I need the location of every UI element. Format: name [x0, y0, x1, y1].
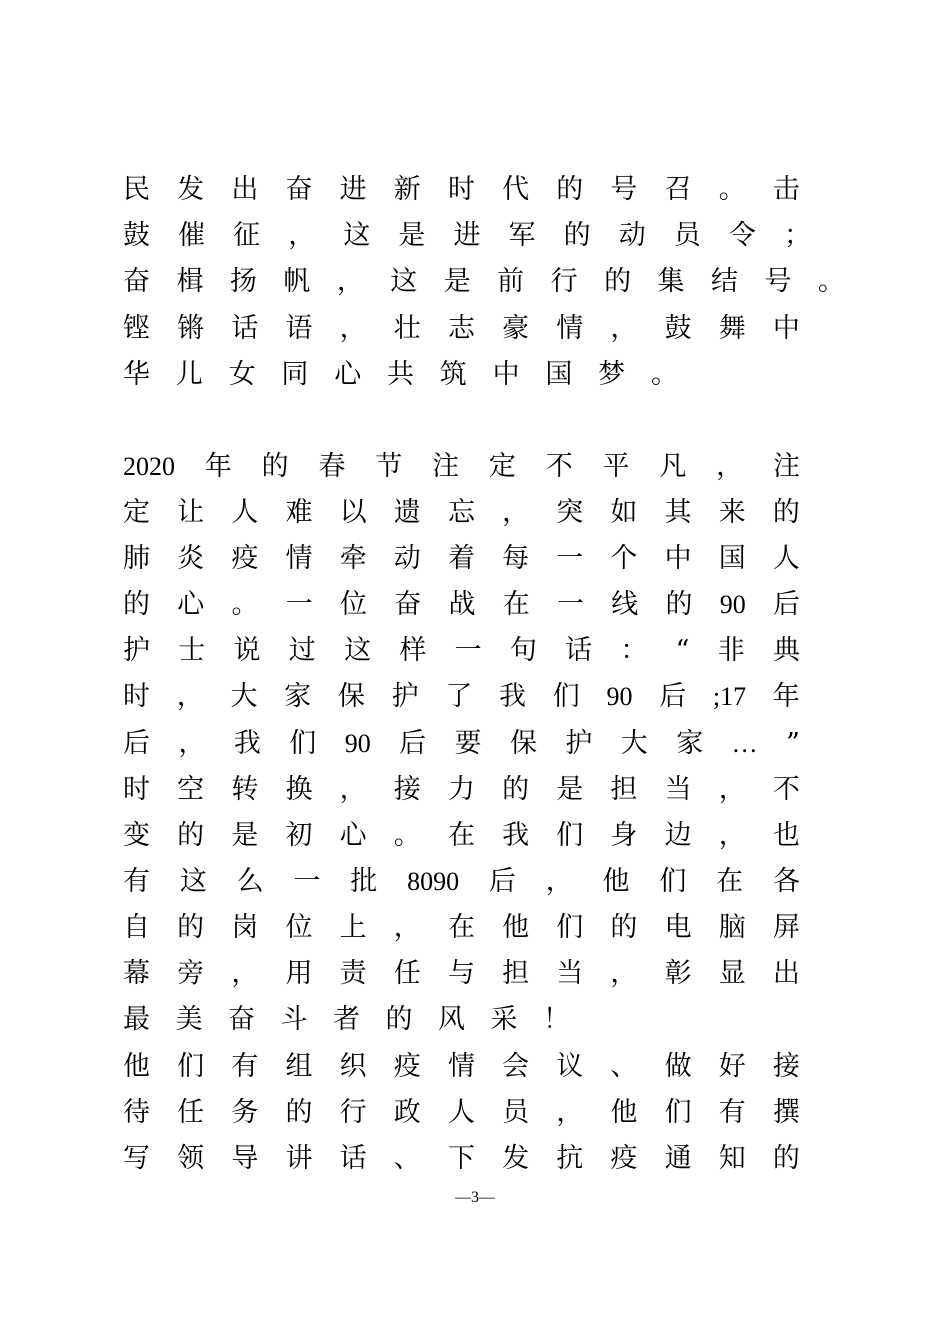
text-char: 进	[339, 174, 367, 205]
text-char: 奋	[394, 589, 422, 620]
text-char: ，	[556, 1097, 584, 1128]
text-char: 屏	[772, 912, 800, 943]
text-char: 注	[432, 451, 460, 482]
text-char: 后	[488, 866, 516, 897]
text-char: 转	[231, 774, 259, 805]
text-char: 要	[454, 728, 482, 759]
text-char: 接	[772, 1051, 800, 1082]
text-char: 下	[447, 1143, 475, 1174]
text-char: 定	[123, 497, 150, 528]
text-char: 共	[386, 359, 414, 390]
text-char: 这	[179, 866, 207, 897]
text-char: 领	[177, 1143, 205, 1174]
paragraph-2-line	[123, 493, 800, 533]
paragraph-2-line	[123, 816, 800, 856]
text-char: 、	[393, 1143, 421, 1174]
text-char: 的	[772, 1143, 800, 1174]
text-char: 锵	[177, 313, 205, 344]
text-char: 的	[177, 820, 205, 851]
text-char: 的	[285, 1097, 313, 1128]
text-char: 情	[556, 313, 584, 344]
text-char: 鼓	[664, 313, 692, 344]
text-char: 用	[285, 958, 313, 989]
text-char: 、	[610, 1051, 638, 1082]
paragraph-1-line	[123, 355, 678, 395]
text-char: 梦	[598, 359, 626, 390]
text-char: 一	[285, 589, 313, 620]
text-char: 了	[445, 681, 473, 712]
text-char: 们	[552, 681, 580, 712]
text-char: 心	[334, 359, 362, 390]
text-char: 们	[177, 1051, 205, 1082]
text-char: 催	[178, 220, 206, 251]
text-char: ，	[178, 728, 206, 759]
text-char: 豪	[502, 313, 530, 344]
text-char: 情	[285, 543, 313, 574]
text-char: 过	[288, 635, 316, 666]
text-char: 斗	[280, 1004, 308, 1035]
text-char: 召	[664, 174, 692, 205]
text-char: 扬	[229, 266, 257, 297]
text-char: 是	[443, 266, 471, 297]
text-char: ，	[610, 313, 638, 344]
text-char: 说	[233, 635, 261, 666]
text-char: 一	[556, 543, 584, 574]
text-char: 每	[502, 543, 530, 574]
paragraph-2-line	[123, 539, 800, 579]
text-char: 们	[556, 912, 584, 943]
text-char: 来	[718, 497, 746, 528]
paragraph-1-line	[123, 216, 811, 256]
paragraph-2-line	[123, 1047, 800, 1087]
text-char: 其	[664, 497, 692, 528]
text-char: 接	[393, 774, 421, 805]
paragraph-2-line	[123, 1093, 800, 1133]
text-char: 政	[393, 1097, 421, 1128]
text-char: 议	[556, 1051, 584, 1082]
text-char: 的	[261, 451, 289, 482]
text-char: 责	[339, 958, 367, 989]
text-char: 。	[393, 820, 421, 851]
paragraph-2-line	[123, 447, 800, 487]
paragraph-2-line	[123, 724, 800, 764]
text-char: 奋	[228, 1004, 255, 1035]
text-char: 号	[610, 174, 638, 205]
text-char: 进	[453, 220, 481, 251]
text-char: 征	[233, 220, 261, 251]
text-char: 位	[340, 589, 367, 620]
paragraph-1-line	[123, 170, 800, 210]
text-char: 代	[502, 174, 530, 205]
text-char: 有	[718, 1097, 746, 1128]
text-char: 国	[545, 359, 573, 390]
text-char: 他	[610, 1097, 638, 1128]
text-char: 脑	[718, 912, 746, 943]
text-char: 美	[175, 1004, 203, 1035]
text-char: 是	[398, 220, 426, 251]
text-char: 发	[502, 1143, 530, 1174]
text-char: 遗	[393, 497, 421, 528]
text-char: 人	[447, 1097, 475, 1128]
text-char: ，	[502, 497, 530, 528]
text-char: 鼓	[123, 220, 150, 251]
text-char: 有	[231, 1051, 259, 1082]
text-char: 风	[438, 1004, 465, 1035]
text-char: ;17	[712, 682, 747, 711]
text-char: 边	[664, 820, 692, 851]
text-char: 2020	[123, 452, 175, 481]
text-char: 的	[502, 774, 530, 805]
text-char: 的	[610, 912, 638, 943]
text-char: 知	[718, 1143, 746, 1174]
paragraph-2-line	[123, 1000, 570, 1040]
text-char: 大	[230, 681, 258, 712]
text-char: 变	[123, 820, 150, 851]
text-char: ，	[231, 958, 259, 989]
text-char: 后	[399, 728, 427, 759]
text-char: 任	[393, 958, 421, 989]
text-char: 护	[391, 681, 419, 712]
text-char: 们	[289, 728, 317, 759]
text-char: “	[675, 635, 690, 666]
text-char: 结	[710, 266, 738, 297]
text-char: 一	[557, 589, 584, 620]
text-char: 力	[447, 774, 475, 805]
text-char: 女	[228, 359, 256, 390]
text-char: 是	[231, 820, 259, 851]
text-char: 在	[716, 866, 744, 897]
text-char: 在	[447, 912, 475, 943]
text-char: 号	[764, 266, 792, 297]
text-char: 语	[285, 313, 313, 344]
text-char: 。	[718, 174, 746, 205]
text-char: 句	[509, 635, 537, 666]
paragraph-2-line	[123, 954, 800, 994]
text-char: 定	[488, 451, 516, 482]
text-char: 们	[556, 820, 584, 851]
text-char: 大	[620, 728, 648, 759]
text-char: 抗	[556, 1143, 584, 1174]
text-char: 儿	[175, 359, 203, 390]
text-char: 。	[817, 266, 845, 297]
text-char: 身	[610, 820, 638, 851]
text-char: 各	[772, 866, 800, 897]
text-char: …	[731, 729, 758, 758]
text-char: 的	[563, 220, 591, 251]
text-char: 新	[393, 174, 421, 205]
text-char: 奋	[123, 266, 150, 297]
text-char: 志	[447, 313, 475, 344]
text-char: 与	[447, 958, 475, 989]
text-char: 行	[550, 266, 578, 297]
text-char: 。	[231, 589, 259, 620]
text-char: 初	[285, 820, 313, 851]
text-char: 我	[502, 820, 530, 851]
page-number: —3—	[455, 1189, 495, 1206]
text-char: 待	[123, 1097, 150, 1128]
text-char: 护	[123, 635, 150, 666]
text-char: 导	[231, 1143, 259, 1174]
text-char: ，	[610, 958, 638, 989]
text-char: 90	[719, 590, 746, 619]
text-char: 任	[177, 1097, 205, 1128]
text-char: 撰	[772, 1097, 800, 1128]
text-char: 们	[659, 866, 687, 897]
text-char: 发	[177, 174, 205, 205]
text-char: 心	[339, 820, 367, 851]
text-char: 楫	[176, 266, 204, 297]
text-char: ；	[783, 220, 811, 251]
text-char: 凡	[659, 451, 687, 482]
text-char: 好	[718, 1051, 746, 1082]
text-char: ，	[718, 820, 746, 851]
text-char: 前	[497, 266, 525, 297]
text-char: 显	[718, 958, 746, 989]
text-char: 时	[123, 681, 150, 712]
text-char: 个	[610, 543, 638, 574]
text-char: 时	[447, 174, 475, 205]
text-char: 这	[344, 635, 372, 666]
text-char: ，	[716, 451, 744, 482]
text-char: 的	[556, 174, 584, 205]
text-char: 炎	[177, 543, 205, 574]
text-char: 这	[343, 220, 371, 251]
text-char: 的	[772, 497, 800, 528]
text-char: 有	[123, 866, 150, 897]
text-char: 家	[284, 681, 312, 712]
text-char: 讲	[285, 1143, 313, 1174]
text-char: 家	[676, 728, 704, 759]
text-char: 写	[123, 1143, 150, 1174]
text-char: 年	[772, 681, 800, 712]
text-char: 忘	[447, 497, 475, 528]
text-char: 员	[502, 1097, 530, 1128]
paragraph-2-line	[123, 908, 800, 948]
text-char: 他	[602, 866, 630, 897]
text-char: 我	[233, 728, 261, 759]
text-char: 舞	[718, 313, 746, 344]
text-char: 员	[673, 220, 701, 251]
text-char: 。	[650, 359, 678, 390]
text-char: 组	[285, 1051, 313, 1082]
text-char: ，	[393, 912, 421, 943]
text-char: 后	[659, 681, 687, 712]
text-char: 典	[773, 635, 800, 666]
text-char: 线	[611, 589, 639, 620]
text-char: 牵	[339, 543, 367, 574]
text-char: 自	[123, 912, 150, 943]
text-char: 情	[447, 1051, 475, 1082]
text-char: 一	[454, 635, 482, 666]
text-char: 国	[718, 543, 746, 574]
paragraph-2-line	[123, 677, 800, 717]
text-char: 这	[390, 266, 418, 297]
text-char: 人	[772, 543, 800, 574]
text-char: 在	[447, 820, 475, 851]
text-char: 着	[447, 543, 475, 574]
text-char: 士	[178, 635, 206, 666]
text-char: ！	[543, 1004, 570, 1035]
text-char: 人	[231, 497, 259, 528]
text-char: 动	[393, 543, 421, 574]
text-char: 位	[285, 912, 313, 943]
text-char: 肺	[123, 543, 150, 574]
text-char: ，	[288, 220, 316, 251]
paragraph-2-line	[123, 631, 800, 671]
text-char: 当	[556, 958, 584, 989]
text-char: 通	[664, 1143, 692, 1174]
text-char: 疫	[610, 1143, 638, 1174]
text-char: 采	[490, 1004, 518, 1035]
text-char: 后	[773, 589, 800, 620]
text-char: 的	[123, 589, 150, 620]
text-char: 最	[123, 1004, 150, 1035]
text-char: 华	[123, 359, 150, 390]
text-char: 他	[123, 1051, 150, 1082]
text-char: 战	[448, 589, 476, 620]
text-char: 中	[772, 313, 800, 344]
text-char: 民	[123, 174, 150, 205]
text-char: 旁	[177, 958, 205, 989]
text-char: 一	[293, 866, 321, 897]
text-char: 中	[492, 359, 520, 390]
text-char: 动	[618, 220, 646, 251]
text-char: 以	[339, 497, 367, 528]
text-char: 保	[509, 728, 537, 759]
text-char: 非	[717, 635, 745, 666]
text-char: 是	[556, 774, 584, 805]
text-char: 节	[375, 451, 403, 482]
text-char: 当	[664, 774, 692, 805]
paragraph-1-line	[123, 262, 845, 302]
text-char: 奋	[285, 174, 313, 205]
text-char: 换	[285, 774, 313, 805]
paragraph-1-line	[123, 309, 800, 349]
text-char: 们	[664, 1097, 692, 1128]
text-char: 的	[665, 589, 693, 620]
text-char: 出	[772, 958, 800, 989]
text-char: 8090	[407, 867, 460, 896]
text-char: 令	[728, 220, 756, 251]
text-char: 护	[565, 728, 593, 759]
text-char: 在	[502, 589, 530, 620]
text-char: 不	[545, 451, 573, 482]
text-char: 同	[281, 359, 309, 390]
paragraph-2-line	[123, 1139, 800, 1179]
text-char: 担	[502, 958, 530, 989]
text-char: 岗	[231, 912, 259, 943]
text-char: ，	[336, 266, 364, 297]
text-char: 会	[502, 1051, 530, 1082]
text-char: ，	[339, 313, 367, 344]
text-char: 话	[565, 635, 593, 666]
text-char: ，	[718, 774, 746, 805]
text-char: ：	[620, 635, 648, 666]
text-char: 时	[123, 774, 150, 805]
text-char: 90	[606, 682, 633, 711]
text-char: 话	[339, 1143, 367, 1174]
text-char: 做	[664, 1051, 692, 1082]
text-char: 击	[772, 174, 800, 205]
text-char: 务	[231, 1097, 259, 1128]
text-char: ”	[786, 728, 800, 759]
text-char: 后	[123, 728, 150, 759]
text-char: 我	[499, 681, 527, 712]
paragraph-2-line	[123, 862, 800, 902]
text-char: 疫	[393, 1051, 421, 1082]
text-char: ，	[339, 774, 367, 805]
text-char: 不	[772, 774, 800, 805]
text-char: 的	[604, 266, 632, 297]
text-char: 保	[337, 681, 365, 712]
text-char: 中	[664, 543, 692, 574]
text-char: 上	[339, 912, 367, 943]
text-char: 让	[177, 497, 205, 528]
text-char: 集	[657, 266, 685, 297]
text-char: 90	[344, 729, 371, 758]
text-char: 难	[285, 497, 313, 528]
text-char: 话	[231, 313, 259, 344]
text-char: 行	[339, 1097, 367, 1128]
text-char: 空	[177, 774, 205, 805]
text-char: 么	[236, 866, 264, 897]
text-char: 织	[339, 1051, 367, 1082]
text-char: 注	[772, 451, 800, 482]
text-char: 帆	[283, 266, 311, 297]
text-char: 担	[610, 774, 638, 805]
text-char: ，	[545, 866, 573, 897]
text-char: 样	[399, 635, 427, 666]
text-char: 的	[385, 1004, 413, 1035]
text-char: 者	[333, 1004, 360, 1035]
text-char: 突	[556, 497, 584, 528]
text-char: 彰	[664, 958, 692, 989]
text-char: 军	[508, 220, 536, 251]
text-char: ，	[176, 681, 204, 712]
text-char: 春	[318, 451, 346, 482]
text-char: 壮	[393, 313, 421, 344]
paragraph-2-line	[123, 770, 800, 810]
text-char: 电	[664, 912, 692, 943]
text-char: 心	[177, 589, 205, 620]
text-char: 他	[502, 912, 530, 943]
text-char: 铿	[123, 313, 150, 344]
paragraph-2-line	[123, 585, 800, 625]
text-char: 平	[602, 451, 630, 482]
text-char: 也	[772, 820, 800, 851]
text-char: 年	[204, 451, 232, 482]
text-char: 如	[610, 497, 638, 528]
text-char: 的	[177, 912, 205, 943]
text-char: 幕	[123, 958, 150, 989]
text-char: 疫	[231, 543, 259, 574]
text-char: 出	[231, 174, 259, 205]
text-char: 批	[350, 866, 378, 897]
text-char: 筑	[439, 359, 467, 390]
